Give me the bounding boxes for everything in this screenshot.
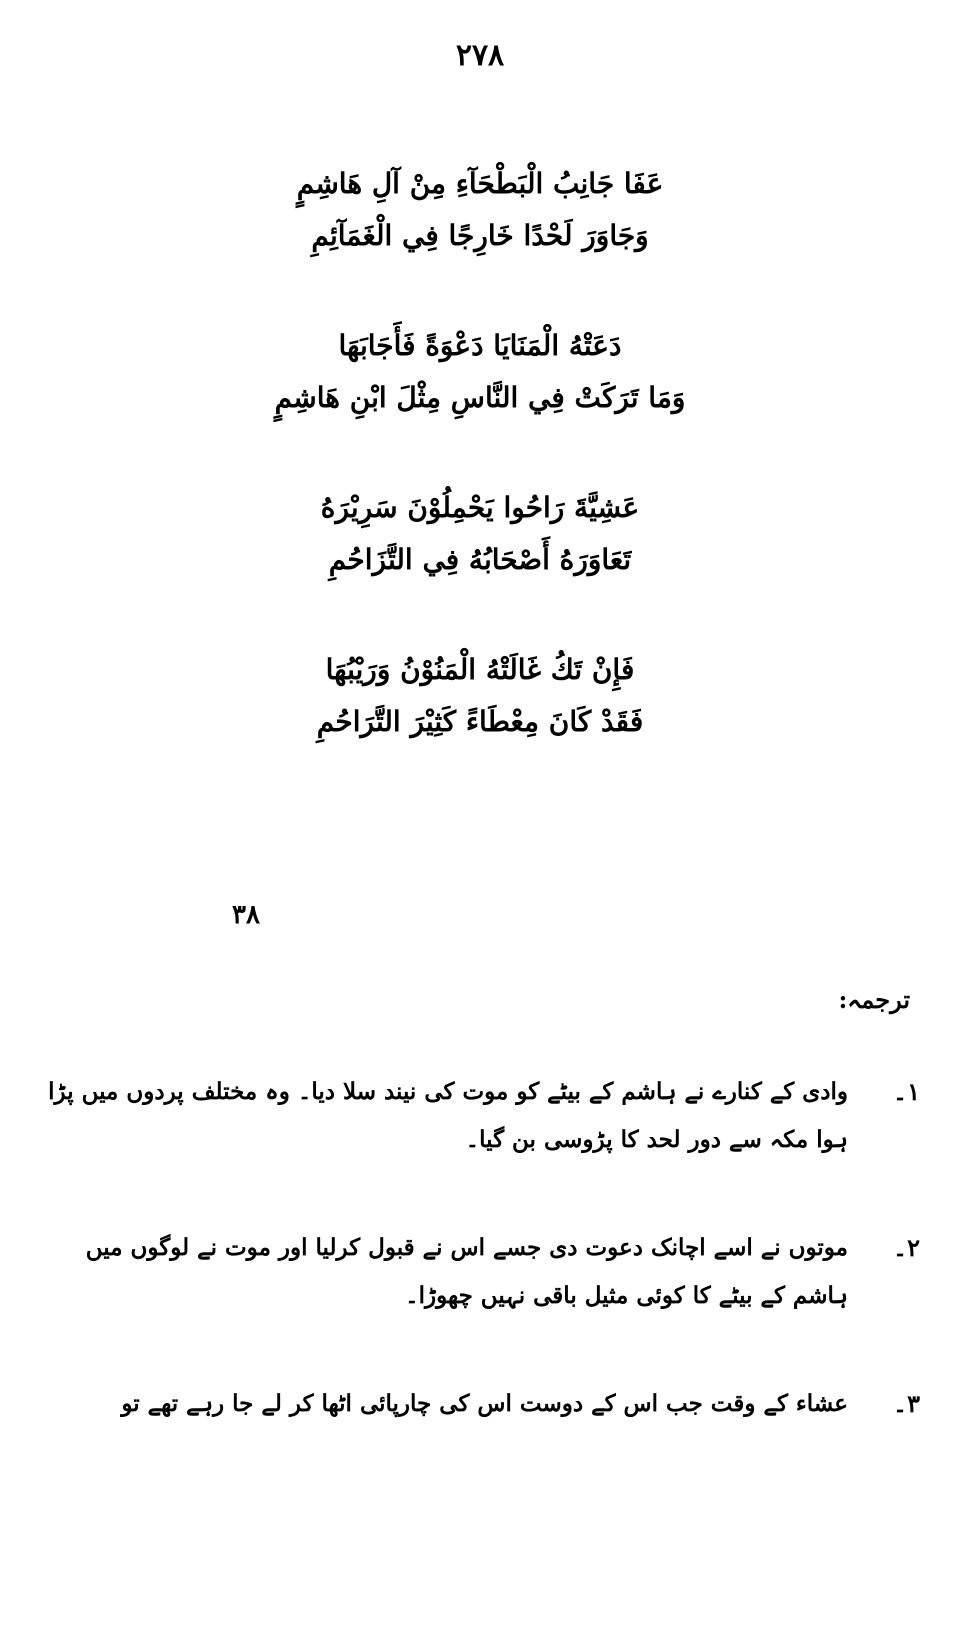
- translation-item-number: ۱۔: [893, 1077, 920, 1106]
- verse-line: فَإِنْ تَكُ غَالَتْهُ الْمَنُوْنُ وَرَيْبُهَا: [325, 653, 635, 686]
- translation-item: [40, 1068, 920, 1164]
- arabic-poem: [0, 158, 960, 806]
- verse-line: وَمَا تَرَكَتْ فِي النَّاسِ مِثْلَ ابْنِ هَاشِمٍ: [274, 381, 686, 414]
- translation-heading: ترجمہ:: [838, 985, 910, 1014]
- verse-line: فَقَدْ كَانَ مِعْطَاءً كَثِيْرَ التَّرَاحُمِ: [316, 705, 644, 738]
- translation-item-number: ۳۔: [893, 1389, 920, 1418]
- translation-item-text: وادی کے کنارے نے ہاشم کے بیٹے کو موت کی نیند سلا دیا۔ وہ مختلف پردوں میں پڑا ہوا مکہ سے دور لحد کا پڑوسی بن گیا۔: [48, 1078, 848, 1153]
- verse-line: عَفَا جَانِبُ الْبَطْحَآءِ مِنْ آلِ هَاشِمٍ: [296, 167, 664, 200]
- translation-item-text: عشاء کے وقت جب اس کے دوست اس کی چارپائی اٹھا کر لے جا رہے تھے تو: [121, 1390, 848, 1417]
- verse-line: دَعَتْهُ الْمَنَايَا دَعْوَةً فَأَجَابَهَا: [338, 329, 622, 362]
- translation-item-text: موتوں نے اسے اچانک دعوت دی جسے اس نے قبول کرلیا اور موت نے لوگوں میں ہاشم کے بیٹے کا کوئی مثیل باقی نہیں چھوڑا۔: [85, 1234, 848, 1309]
- translation-item: [40, 1224, 920, 1320]
- translation-item: [40, 1380, 920, 1428]
- poem-stanza-1: [0, 158, 960, 262]
- footnote-number: ۳۸: [232, 900, 260, 930]
- poem-stanza-3: [0, 482, 960, 586]
- translation-item-number: ۲۔: [893, 1233, 920, 1262]
- verse-line: وَجَاوَرَ لَحْدًا خَارِجًا فِي الْغَمَآئِمِ: [311, 219, 649, 252]
- verse-line: عَشِيَّةَ رَاحُوا يَحْمِلُوْنَ سَرِيْرَهُ: [320, 491, 640, 524]
- verse-line: تَعَاوَرَهُ أَصْحَابُهُ فِي التَّزَاحُمِ: [328, 543, 632, 576]
- translation-list: [40, 1068, 920, 1488]
- poem-stanza-4: [0, 644, 960, 748]
- poem-stanza-2: [0, 320, 960, 424]
- page-number: ۲۷۸: [455, 38, 505, 73]
